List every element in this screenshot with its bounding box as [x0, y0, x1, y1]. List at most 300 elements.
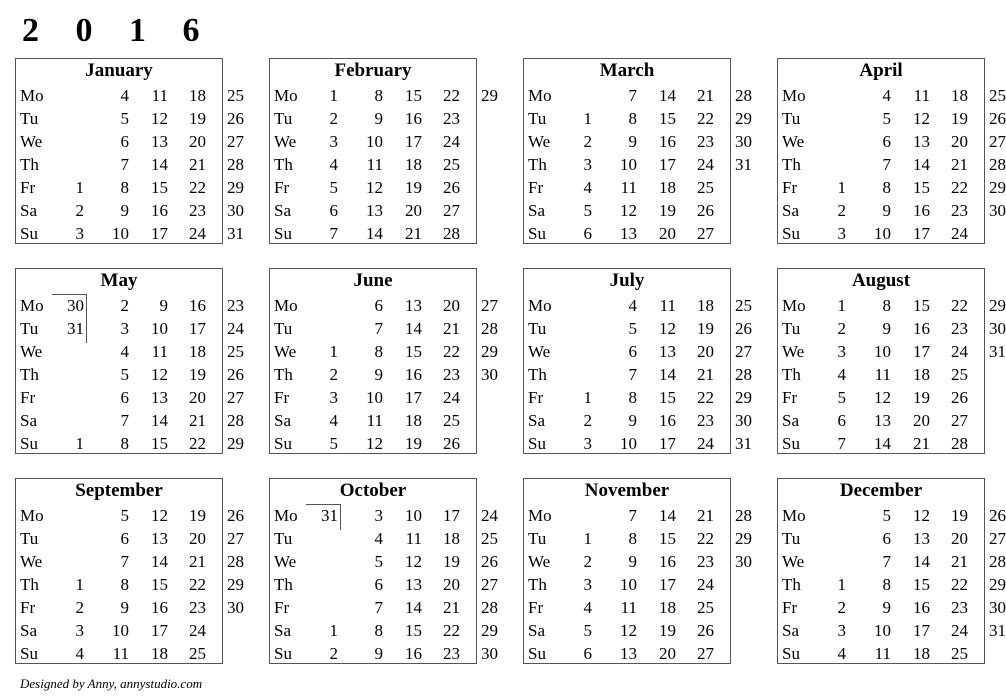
date-cell: 15 — [405, 621, 422, 640]
weekday-label: Sa — [274, 201, 291, 220]
date-cell: 13 — [151, 529, 168, 548]
date-cell — [54, 363, 84, 386]
date-cell: 28 — [735, 86, 752, 105]
date-cell — [468, 153, 498, 176]
date-cell: 27 — [951, 411, 968, 430]
date-cell: 13 — [913, 132, 930, 151]
date-cell: 15 — [659, 388, 676, 407]
weekday-label: Tu — [782, 109, 801, 128]
date-cell: 26 — [989, 506, 1006, 525]
weekday-label: We — [20, 552, 43, 571]
date-cell: 1 — [583, 529, 592, 548]
date-cell: 5 — [374, 552, 383, 571]
weekday-label: Su — [274, 434, 292, 453]
date-cell: 10 — [874, 621, 891, 640]
date-cell: 2 — [583, 132, 592, 151]
date-cell: 9 — [882, 319, 891, 338]
date-cell: 29 — [735, 529, 752, 548]
date-cell: 14 — [405, 598, 422, 617]
date-cell: 20 — [189, 529, 206, 548]
date-cell: 4 — [329, 411, 338, 430]
date-cell: 7 — [374, 598, 383, 617]
date-cell: 22 — [697, 388, 714, 407]
weekday-label: Sa — [274, 621, 291, 640]
date-cell: 20 — [951, 529, 968, 548]
date-cell — [816, 550, 846, 573]
date-cell — [722, 176, 752, 199]
weekday-label: Sa — [782, 621, 799, 640]
date-cell: 5 — [882, 109, 891, 128]
date-cell: 6 — [374, 296, 383, 315]
date-cell: 17 — [405, 132, 422, 151]
weekday-label: We — [528, 132, 551, 151]
date-cell: 7 — [120, 155, 129, 174]
date-cell: 18 — [951, 86, 968, 105]
date-cell: 19 — [659, 621, 676, 640]
weekday-row — [270, 386, 476, 409]
month-name: December — [839, 480, 923, 501]
date-cell: 6 — [120, 388, 129, 407]
date-cell: 9 — [628, 132, 637, 151]
date-cell: 26 — [227, 506, 244, 525]
weekday-label: Su — [528, 224, 546, 243]
date-cell: 2 — [75, 598, 84, 617]
date-cell: 25 — [697, 598, 714, 617]
weekday-row — [270, 176, 476, 199]
weekday-label: Su — [274, 224, 292, 243]
weekday-label: Fr — [20, 388, 36, 407]
date-cell: 29 — [481, 342, 498, 361]
date-cell: 17 — [913, 224, 930, 243]
date-cell: 6 — [120, 529, 129, 548]
weekday-row — [778, 153, 1006, 176]
date-cell: 3 — [75, 224, 84, 243]
date-cell: 31 — [735, 155, 752, 174]
weekday-label: Fr — [20, 178, 36, 197]
date-cell: 8 — [882, 575, 891, 594]
date-cell — [214, 619, 244, 642]
weekday-label: Th — [782, 575, 801, 594]
date-cell — [976, 432, 1006, 455]
date-cell: 15 — [913, 178, 930, 197]
date-cell: 21 — [697, 506, 714, 525]
date-cell: 8 — [120, 178, 129, 197]
date-cell: 22 — [189, 575, 206, 594]
weekday-label: Su — [528, 644, 546, 663]
weekday-label: Mo — [528, 506, 552, 525]
date-cell: 5 — [329, 178, 338, 197]
date-cell — [54, 153, 84, 176]
month-grid — [270, 294, 498, 455]
weekday-row — [270, 550, 498, 573]
weekday-row — [524, 294, 752, 317]
date-cell: 2 — [837, 598, 846, 617]
weekday-label: Tu — [20, 529, 39, 548]
date-cell: 24 — [951, 342, 968, 361]
weekday-label: Fr — [274, 598, 290, 617]
weekday-row — [270, 84, 498, 107]
weekday-label: Sa — [528, 411, 545, 430]
date-cell: 5 — [583, 201, 592, 220]
date-cell: 4 — [120, 342, 129, 361]
date-cell: 23 — [227, 296, 244, 315]
weekday-label: Sa — [528, 621, 545, 640]
date-cell — [976, 363, 1006, 386]
date-cell: 9 — [159, 296, 168, 315]
date-cell: 27 — [989, 529, 1006, 548]
date-cell: 10 — [151, 319, 168, 338]
date-cell: 25 — [951, 365, 968, 384]
date-cell — [976, 409, 1006, 432]
date-cell: 21 — [189, 411, 206, 430]
date-cell: 20 — [659, 644, 676, 663]
date-cell: 6 — [583, 644, 592, 663]
date-cell: 27 — [697, 224, 714, 243]
weekday-label: Tu — [782, 529, 801, 548]
weekday-label: Fr — [528, 598, 544, 617]
date-cell — [562, 504, 592, 527]
date-cell: 13 — [659, 342, 676, 361]
date-cell: 18 — [405, 411, 422, 430]
date-cell — [308, 573, 338, 596]
date-cell: 19 — [697, 319, 714, 338]
date-cell: 30 — [989, 598, 1006, 617]
date-cell: 18 — [913, 365, 930, 384]
date-cell: 17 — [405, 388, 422, 407]
weekday-label: Su — [20, 434, 38, 453]
overflow-bracket — [52, 294, 87, 343]
date-cell — [54, 340, 84, 363]
date-cell: 31 — [989, 621, 1006, 640]
date-cell: 25 — [989, 86, 1006, 105]
weekday-row — [270, 642, 498, 665]
date-cell: 16 — [913, 598, 930, 617]
weekday-label: Fr — [528, 178, 544, 197]
date-cell — [54, 130, 84, 153]
date-cell: 14 — [913, 552, 930, 571]
date-cell: 27 — [697, 644, 714, 663]
date-cell: 1 — [837, 178, 846, 197]
date-cell: 23 — [697, 132, 714, 151]
date-cell: 23 — [189, 598, 206, 617]
date-cell: 12 — [913, 109, 930, 128]
date-cell: 21 — [443, 598, 460, 617]
date-cell: 30 — [989, 201, 1006, 220]
weekday-label: Mo — [274, 506, 298, 525]
date-cell — [722, 619, 752, 642]
weekday-row — [270, 130, 476, 153]
weekday-row — [16, 130, 244, 153]
date-cell: 20 — [189, 132, 206, 151]
month-name: June — [353, 270, 393, 291]
date-cell: 22 — [951, 178, 968, 197]
date-cell: 8 — [374, 342, 383, 361]
weekday-label: Tu — [528, 109, 547, 128]
date-cell: 31 — [321, 506, 338, 525]
date-cell: 5 — [583, 621, 592, 640]
weekday-label: Th — [20, 365, 39, 384]
date-cell: 28 — [989, 552, 1006, 571]
date-cell: 8 — [120, 434, 129, 453]
month-name: February — [334, 60, 412, 81]
weekday-label: Mo — [782, 86, 806, 105]
date-cell: 1 — [837, 296, 846, 315]
weekday-label: We — [528, 552, 551, 571]
date-cell: 19 — [189, 365, 206, 384]
date-cell: 18 — [659, 178, 676, 197]
weekday-row — [270, 619, 498, 642]
date-cell: 15 — [659, 529, 676, 548]
date-cell: 3 — [837, 621, 846, 640]
date-cell — [976, 642, 1006, 665]
date-cell: 1 — [583, 109, 592, 128]
weekday-row — [778, 596, 1006, 619]
date-cell: 12 — [913, 506, 930, 525]
weekday-row — [524, 130, 752, 153]
weekday-row — [524, 199, 730, 222]
weekday-row — [778, 176, 1006, 199]
weekday-label: Fr — [782, 598, 798, 617]
weekday-label: Su — [274, 644, 292, 663]
weekday-label: Th — [274, 575, 293, 594]
date-cell: 15 — [913, 296, 930, 315]
date-cell: 12 — [151, 109, 168, 128]
date-cell — [562, 84, 592, 107]
weekday-row — [524, 84, 752, 107]
month-august — [777, 268, 1006, 454]
date-cell: 23 — [951, 319, 968, 338]
date-cell: 29 — [481, 621, 498, 640]
weekday-row — [778, 642, 984, 665]
date-cell: 31 — [67, 319, 84, 338]
weekday-row — [524, 363, 752, 386]
date-cell: 7 — [882, 552, 891, 571]
date-cell: 2 — [329, 365, 338, 384]
date-cell: 15 — [913, 575, 930, 594]
date-cell: 12 — [659, 319, 676, 338]
date-cell — [976, 222, 1006, 245]
date-cell: 17 — [443, 506, 460, 525]
date-cell: 11 — [874, 644, 891, 663]
date-cell: 28 — [951, 434, 968, 453]
weekday-row — [524, 317, 752, 340]
month-grid — [778, 84, 1006, 245]
date-cell: 19 — [443, 552, 460, 571]
date-cell — [54, 527, 84, 550]
date-cell: 16 — [913, 319, 930, 338]
date-cell — [816, 130, 846, 153]
date-cell: 19 — [659, 201, 676, 220]
weekday-label: Tu — [274, 319, 293, 338]
date-cell: 13 — [874, 411, 891, 430]
date-cell — [468, 386, 498, 409]
weekday-row — [524, 596, 730, 619]
weekday-label: Su — [782, 224, 800, 243]
weekday-label: Th — [782, 155, 801, 174]
weekday-label: Th — [528, 575, 547, 594]
date-cell: 24 — [189, 621, 206, 640]
date-cell: 7 — [120, 411, 129, 430]
date-cell: 27 — [227, 388, 244, 407]
date-cell: 5 — [329, 434, 338, 453]
date-cell: 5 — [120, 109, 129, 128]
date-cell: 16 — [405, 109, 422, 128]
date-cell: 29 — [735, 388, 752, 407]
date-cell: 15 — [659, 109, 676, 128]
date-cell: 20 — [443, 296, 460, 315]
weekday-label: Tu — [20, 319, 39, 338]
date-cell — [308, 550, 338, 573]
weekday-label: Mo — [782, 296, 806, 315]
date-cell: 15 — [151, 434, 168, 453]
weekday-row — [524, 642, 730, 665]
weekday-row — [16, 294, 244, 317]
date-cell: 29 — [481, 86, 498, 105]
date-cell: 4 — [628, 296, 637, 315]
date-cell: 2 — [120, 296, 129, 315]
weekday-row — [16, 619, 222, 642]
date-cell — [468, 176, 498, 199]
date-cell: 11 — [151, 86, 168, 105]
date-cell: 20 — [913, 411, 930, 430]
weekday-label: Sa — [20, 621, 37, 640]
date-cell: 19 — [189, 506, 206, 525]
date-cell: 11 — [913, 86, 930, 105]
date-cell: 26 — [697, 621, 714, 640]
date-cell: 14 — [151, 155, 168, 174]
date-cell: 24 — [697, 155, 714, 174]
date-cell: 5 — [882, 506, 891, 525]
weekday-label: Mo — [20, 296, 44, 315]
weekday-row — [16, 176, 244, 199]
date-cell: 28 — [227, 552, 244, 571]
date-cell: 24 — [481, 506, 498, 525]
weekday-label: Th — [274, 155, 293, 174]
date-cell: 6 — [628, 342, 637, 361]
date-cell: 9 — [628, 411, 637, 430]
date-cell: 18 — [189, 342, 206, 361]
weekday-row — [16, 504, 244, 527]
date-cell: 3 — [120, 319, 129, 338]
date-cell: 14 — [405, 319, 422, 338]
date-cell — [722, 573, 752, 596]
weekday-label: Sa — [782, 411, 799, 430]
date-cell: 27 — [989, 132, 1006, 151]
date-cell: 30 — [481, 365, 498, 384]
date-cell: 14 — [659, 365, 676, 384]
date-cell: 19 — [189, 109, 206, 128]
weekday-row — [778, 199, 1006, 222]
date-cell: 11 — [874, 365, 891, 384]
date-cell: 13 — [366, 201, 383, 220]
date-cell: 3 — [837, 224, 846, 243]
date-cell: 7 — [628, 506, 637, 525]
date-cell: 28 — [443, 224, 460, 243]
weekday-row — [270, 294, 498, 317]
date-cell: 2 — [75, 201, 84, 220]
date-cell: 8 — [882, 178, 891, 197]
date-cell: 30 — [481, 644, 498, 663]
date-cell: 9 — [374, 109, 383, 128]
date-cell: 15 — [405, 342, 422, 361]
date-cell: 13 — [913, 529, 930, 548]
date-cell — [54, 504, 84, 527]
weekday-row — [524, 504, 752, 527]
weekday-label: Tu — [528, 319, 547, 338]
weekday-label: Th — [274, 365, 293, 384]
date-cell: 8 — [882, 296, 891, 315]
date-cell — [816, 527, 846, 550]
date-cell — [562, 294, 592, 317]
weekday-label: Mo — [274, 86, 298, 105]
weekday-label: We — [528, 342, 551, 361]
date-cell: 25 — [735, 296, 752, 315]
weekday-row — [524, 550, 752, 573]
date-cell: 27 — [481, 296, 498, 315]
date-cell: 23 — [443, 109, 460, 128]
date-cell — [308, 527, 338, 550]
date-cell: 22 — [189, 178, 206, 197]
date-cell: 4 — [374, 529, 383, 548]
month-grid — [270, 504, 498, 665]
date-cell: 30 — [735, 132, 752, 151]
date-cell: 4 — [583, 598, 592, 617]
weekday-row — [778, 504, 1006, 527]
date-cell: 5 — [120, 506, 129, 525]
date-cell: 12 — [620, 201, 637, 220]
date-cell: 8 — [374, 621, 383, 640]
date-cell: 7 — [120, 552, 129, 571]
date-cell — [816, 84, 846, 107]
date-cell: 26 — [227, 365, 244, 384]
weekday-label: We — [274, 342, 297, 361]
weekday-label: We — [782, 132, 805, 151]
date-cell — [54, 550, 84, 573]
date-cell — [562, 363, 592, 386]
weekday-row — [524, 340, 752, 363]
date-cell: 22 — [697, 109, 714, 128]
date-cell: 10 — [620, 155, 637, 174]
date-cell: 27 — [443, 201, 460, 220]
date-cell: 31 — [989, 342, 1006, 361]
weekday-label: Su — [20, 224, 38, 243]
weekday-label: Tu — [20, 109, 39, 128]
date-cell: 1 — [75, 434, 84, 453]
weekday-label: Su — [528, 434, 546, 453]
month-grid — [524, 84, 752, 245]
weekday-row — [524, 222, 730, 245]
date-cell: 11 — [620, 598, 637, 617]
date-cell: 28 — [227, 411, 244, 430]
date-cell: 25 — [443, 155, 460, 174]
weekday-row — [16, 409, 244, 432]
month-name: May — [100, 270, 138, 291]
weekday-row — [270, 596, 498, 619]
date-cell: 10 — [405, 506, 422, 525]
date-cell: 19 — [405, 434, 422, 453]
date-cell: 6 — [882, 529, 891, 548]
date-cell: 7 — [837, 434, 846, 453]
weekday-label: Th — [20, 155, 39, 174]
month-grid — [778, 504, 1006, 665]
date-cell: 13 — [620, 224, 637, 243]
month-grid — [524, 294, 752, 455]
weekday-label: Mo — [528, 296, 552, 315]
date-cell: 21 — [697, 86, 714, 105]
weekday-label: Sa — [528, 201, 545, 220]
date-cell: 19 — [405, 178, 422, 197]
date-cell: 21 — [189, 155, 206, 174]
